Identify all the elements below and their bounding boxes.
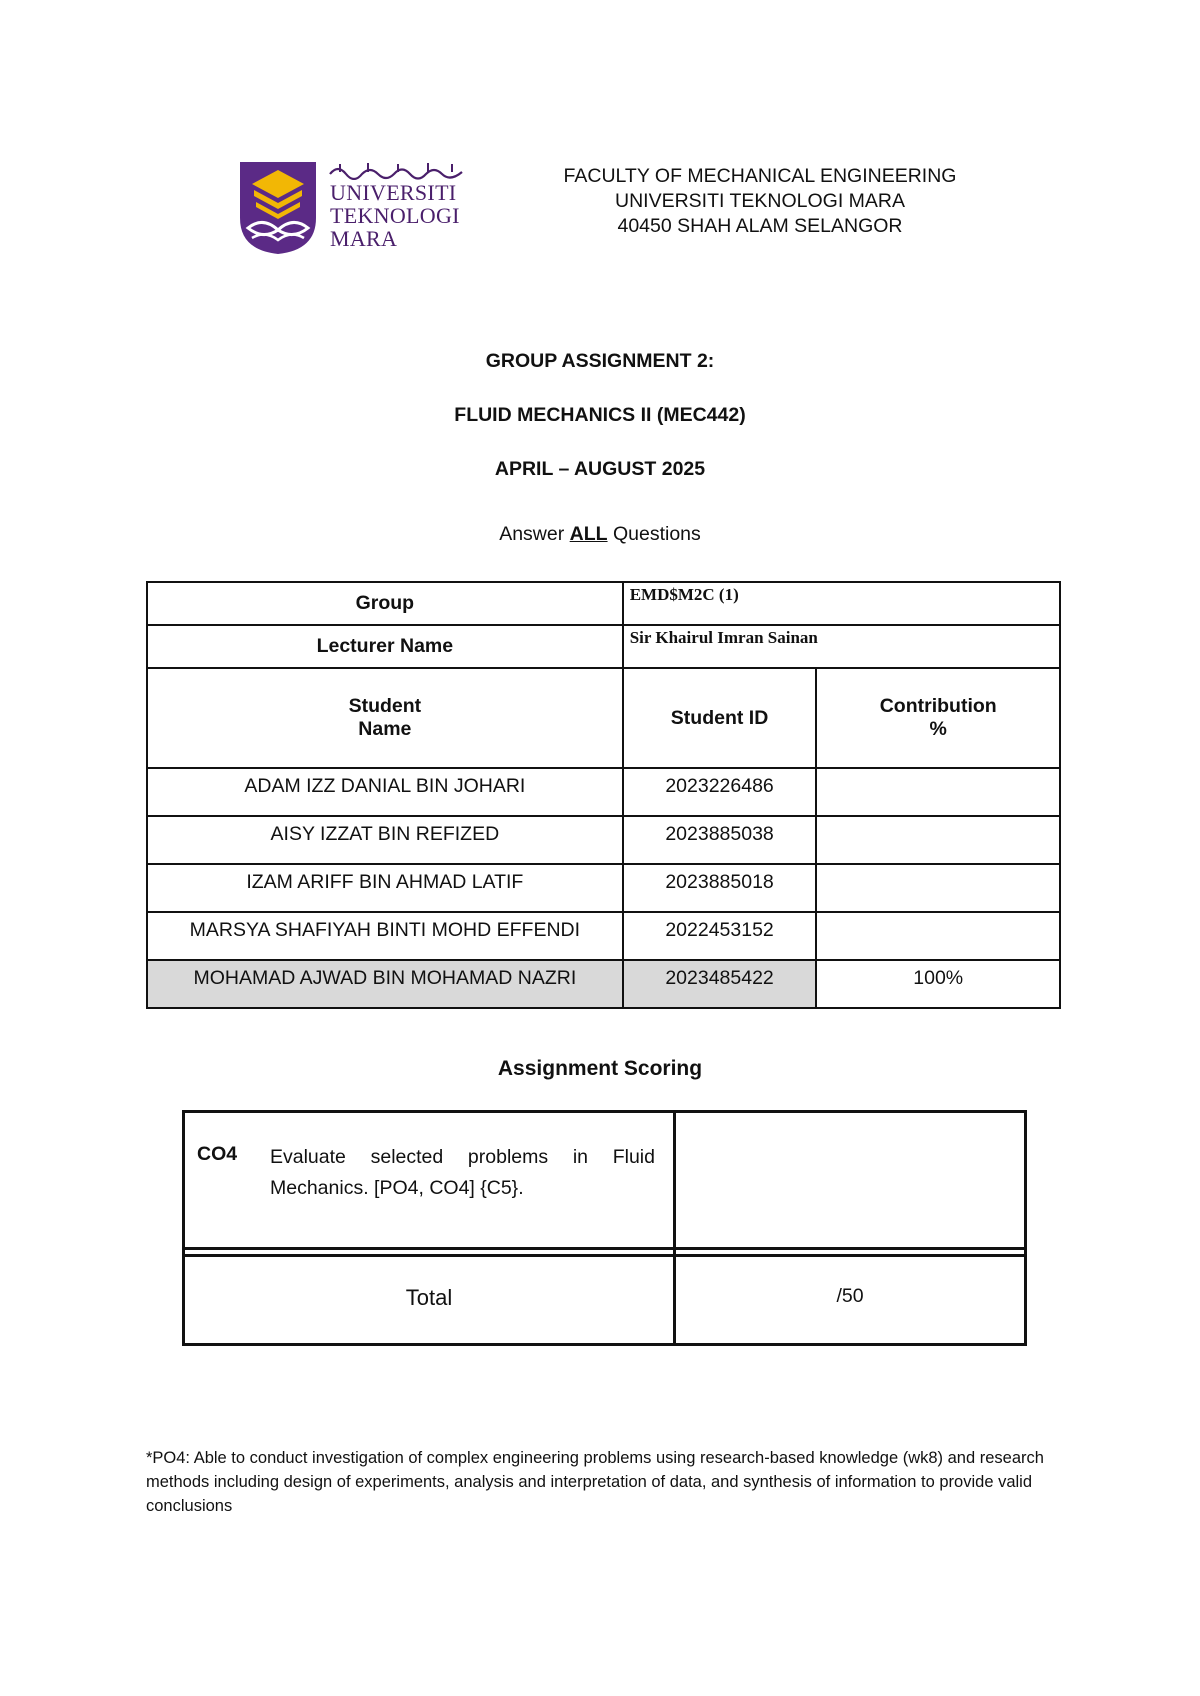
row-divider (185, 1254, 1024, 1257)
table-header-row (147, 668, 1060, 768)
semester-title: APRIL – AUGUST 2025 (494, 458, 706, 480)
group-label: Group (147, 582, 623, 625)
jawi-script-icon (328, 160, 466, 180)
instruction-line: Answer ALL Questions (499, 523, 701, 545)
total-label: Total (405, 1285, 453, 1310)
assignment-title: GROUP ASSIGNMENT 2: (485, 350, 715, 372)
course-title: FLUID MECHANICS II (MEC442) (454, 404, 746, 426)
uitm-logo (238, 160, 468, 256)
group-value: EMD$M2C (1) (623, 582, 1060, 625)
student-id: 2023226486 (623, 768, 817, 816)
po4-footnote: *PO4: Able to conduct investigation of complex engineering problems using research-based knowledge (wk8) and research methods including design of experiments, analysis and interpretation of data, and synthesis of information to provide valid conclusions (146, 1449, 1044, 1515)
student-contribution (816, 768, 1060, 816)
student-contribution (816, 912, 1060, 960)
column-divider (673, 1113, 676, 1343)
student-name: MOHAMAD AJWAD BIN MOHAMAD NAZRI (147, 960, 623, 1008)
scoring-title: Assignment Scoring (497, 1057, 703, 1080)
table-row (147, 768, 1060, 816)
student-id: 2022453152 (623, 912, 817, 960)
lecturer-label: Lecturer Name (147, 625, 623, 668)
table-row (147, 864, 1060, 912)
lecturer-value: Sir Khairul Imran Sainan (623, 625, 1060, 668)
table-row (147, 960, 1060, 1008)
student-id: 2023485422 (623, 960, 817, 1008)
lecturer-row (147, 625, 1060, 668)
student-contribution: 100% (816, 960, 1060, 1008)
contribution-header: Contribution % (816, 668, 1060, 768)
scoring-table (182, 1110, 1027, 1346)
group-info-table (146, 581, 1061, 1009)
student-contribution (816, 816, 1060, 864)
student-name-header: Student Name (147, 668, 623, 768)
total-value: /50 (836, 1285, 864, 1307)
student-name: ADAM IZZ DANIAL BIN JOHARI (147, 768, 623, 816)
student-name: AISY IZZAT BIN REFIZED (147, 816, 623, 864)
address-line: 40450 SHAH ALAM SELANGOR (617, 215, 903, 237)
co-description: Evaluate selected problems in Fluid Mechanics. [PO4, CO4] {C5}. (270, 1146, 655, 1199)
faculty-address (500, 164, 1020, 239)
row-divider (185, 1247, 1024, 1250)
table-row (147, 816, 1060, 864)
student-name: IZAM ARIFF BIN AHMAD LATIF (147, 864, 623, 912)
student-id-header: Student ID (623, 668, 817, 768)
uitm-crest-icon (238, 160, 318, 256)
faculty-line: FACULTY OF MECHANICAL ENGINEERING (563, 165, 957, 187)
co-code: CO4 (197, 1143, 238, 1165)
student-contribution (816, 864, 1060, 912)
table-row (147, 912, 1060, 960)
university-line: UNIVERSITI TEKNOLOGI MARA (614, 190, 906, 212)
instruction-emphasis: ALL (569, 523, 608, 545)
student-id: 2023885038 (623, 816, 817, 864)
student-name: MARSYA SHAFIYAH BINTI MOHD EFFENDI (147, 912, 623, 960)
student-id: 2023885018 (623, 864, 817, 912)
group-row (147, 582, 1060, 625)
university-wordmark: UNIVERSITI TEKNOLOGI MARA (330, 180, 460, 251)
